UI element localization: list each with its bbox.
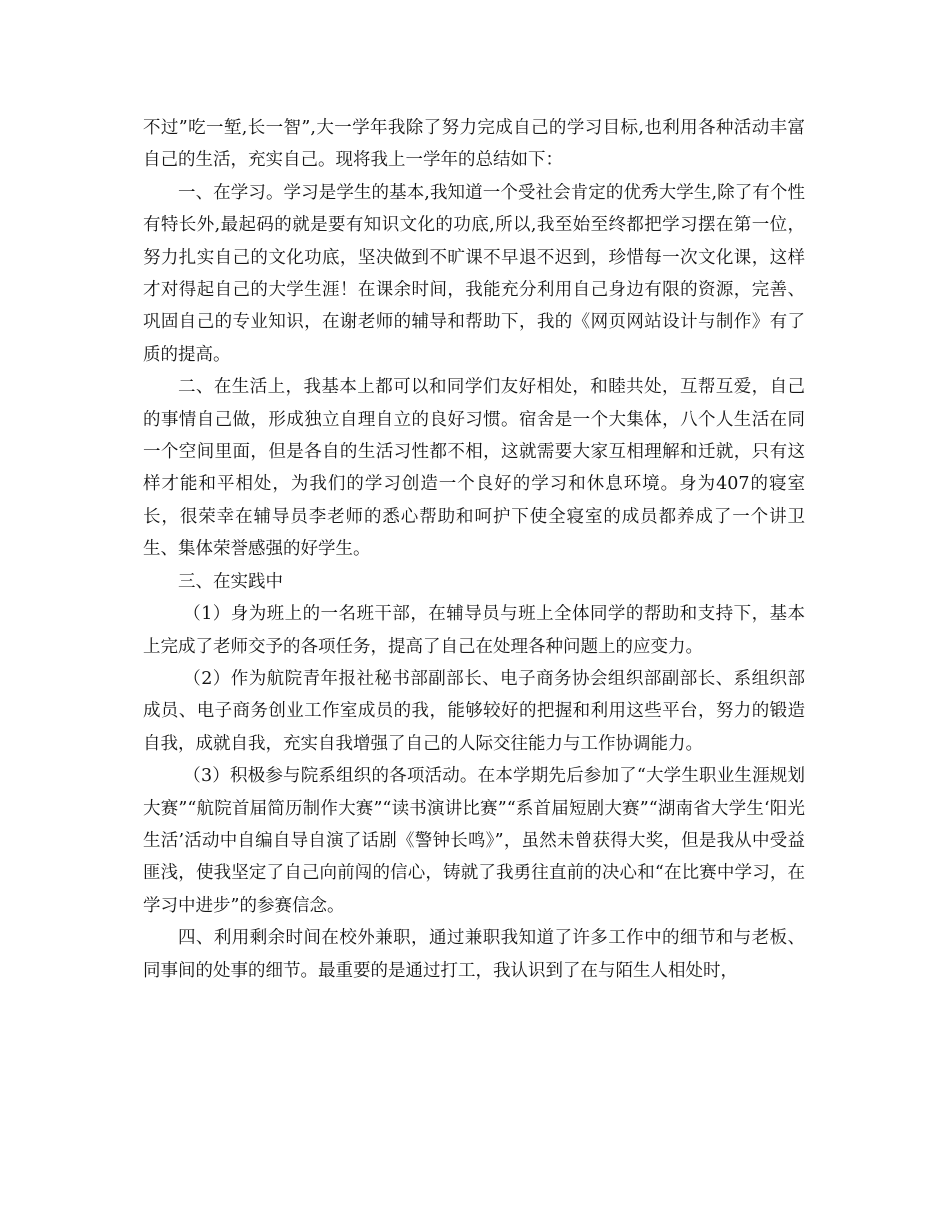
paragraph-practice-heading: 三、在实践中 bbox=[178, 571, 283, 592]
paragraph-practice-1: （1）身为班上的一名班干部，在辅导员与班上全体同学的帮助和支持下，基本上完成了老师交予的各项任务，提高了自己在处理各种问题上的应变力。 bbox=[143, 604, 805, 657]
paragraph-intro: 不过”吃一堑,长一智”,大一学年我除了努力完成自己的学习目标,也利用各种活动丰富自己的生活，充实自己。现将我上一学年的总结如下： bbox=[143, 118, 805, 171]
paragraph-parttime: 四、利用剩余时间在校外兼职，通过兼职我知道了许多工作中的细节和与老板、同事间的处事的细节。最重要的是通过打工，我认识到了在与陌生人相处时， bbox=[143, 928, 805, 981]
paragraph-life: 二、在生活上，我基本上都可以和同学们友好相处，和睦共处，互帮互爱，自己的事情自己做，形成独立自理自立的良好习惯。宿舍是一个大集体，八个人生活在同一个空间里面，但是各自的生活习性都不相，这就需要大家互相理解和迁就，只有这样才能和平相处，为我们的学习创造一个良好的学习和休息环境。身为407的寝室长，很荣幸在辅导员李老师的悉心帮助和呵护下使全寝室的成员都养成了一个讲卫生、集体荣誉感强的好学生。 bbox=[143, 377, 805, 560]
paragraph-practice-3: （3）积极参与院系组织的各项活动。在本学期先后参加了“大学生职业生涯规划大赛”“航院首届简历制作大赛”“读书演讲比赛”“系首届短剧大赛”“湖南省大学生‘阳光生活’活动中自编自导自演了话剧《警钟长鸣》”，虽然未曾获得大奖，但是我从中受益匪浅，使我坚定了自己向前闯的信心，铸就了我勇往直前的决心和“在比赛中学习，在学习中进步”的参赛信念。 bbox=[143, 766, 805, 916]
paragraph-practice-2: （2）作为航院青年报社秘书部副部长、电子商务协会组织部副部长、系组织部成员、电子商务创业工作室成员的我，能够较好的把握和利用这些平台，努力的锻造自我，成就自我，充实自我增强了自己的人际交往能力与工作协调能力。 bbox=[143, 668, 805, 754]
paragraph-study: 一、在学习。学习是学生的基本,我知道一个受社会肯定的优秀大学生,除了有个性有特长外,最起码的就是要有知识文化的功底,所以,我至始至终都把学习摆在第一位，努力扎实自己的文化功底，坚决做到不旷课不早退不迟到，珍惜每一次文化课，这样才对得起自己的大学生涯！在课余时间，我能充分利用自己身边有限的资源，完善、巩固自己的专业知识，在谢老师的辅导和帮助下，我的《网页网站设计与制作》有了质的提高。 bbox=[143, 182, 805, 365]
document-body bbox=[143, 112, 805, 987]
